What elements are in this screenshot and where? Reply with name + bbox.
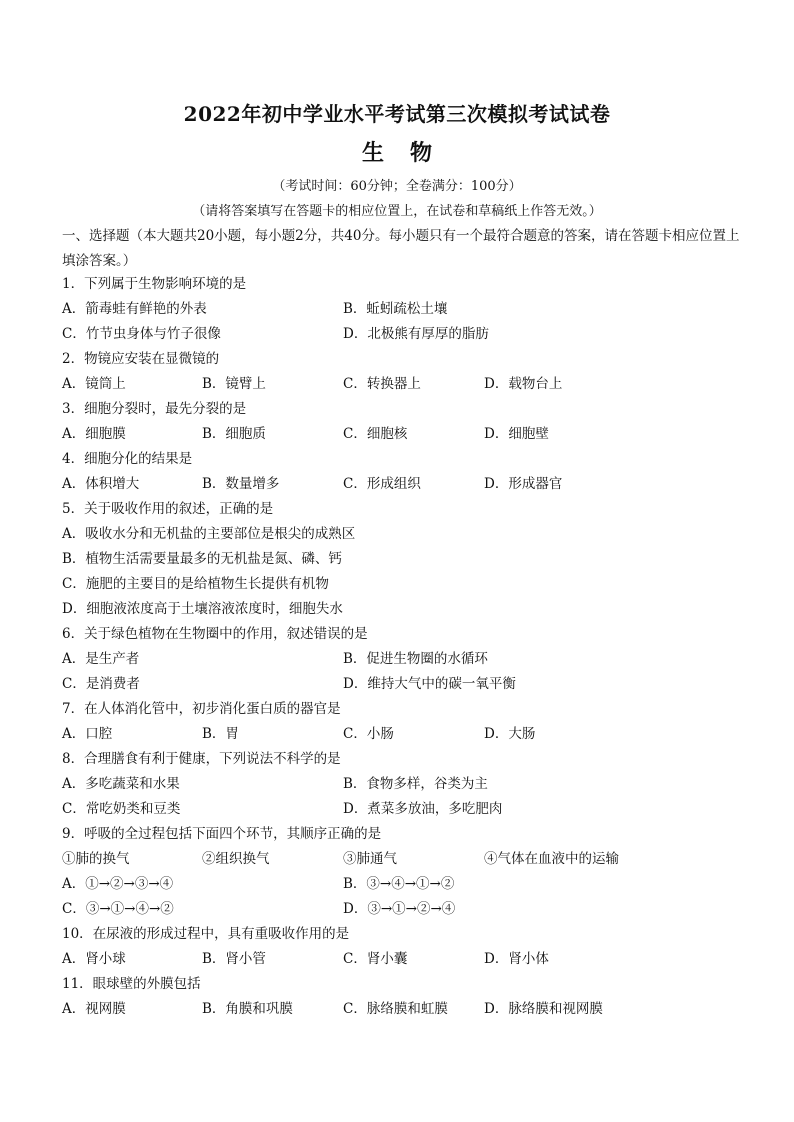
option-row bbox=[62, 297, 762, 322]
option: B．细胞质 bbox=[202, 426, 266, 442]
option-row bbox=[62, 322, 762, 347]
option: B．蚯蚓疏松土壤 bbox=[343, 301, 448, 317]
question-stem: 4．细胞分化的结果是 bbox=[62, 451, 193, 467]
step-item: ①肺的换气 bbox=[62, 851, 130, 867]
option: D．大肠 bbox=[484, 726, 536, 742]
option: C．施肥的主要目的是给植物生长提供有机物 bbox=[62, 576, 329, 592]
option: D．北极熊有厚厚的脂肪 bbox=[343, 326, 489, 342]
option: A．口腔 bbox=[62, 726, 113, 742]
option: B．③→④→①→② bbox=[343, 876, 455, 892]
option-row bbox=[62, 672, 762, 697]
section-heading: 一、选择题（本大题共20小题，每小题2分，共40分。每小题只有一个最符合题意的答案，请在答题卡相应位置上填涂答案。） bbox=[62, 228, 740, 269]
question-stem: 5．关于吸收作用的叙述，正确的是 bbox=[62, 501, 274, 517]
option-row bbox=[62, 797, 762, 822]
exam-title: 2022年初中学业水平考试第三次模拟考试试卷 bbox=[183, 102, 611, 126]
subject-title: 生物 bbox=[361, 140, 458, 166]
step-item: ③肺通气 bbox=[343, 851, 397, 867]
option: D．脉络膜和视网膜 bbox=[484, 1001, 603, 1017]
option: D．形成器官 bbox=[484, 476, 563, 492]
option: C．竹节虫身体与竹子很像 bbox=[62, 326, 221, 342]
option: A．多吃蔬菜和水果 bbox=[62, 776, 180, 792]
option: D．载物台上 bbox=[484, 376, 563, 392]
step-item: ④气体在血液中的运输 bbox=[484, 851, 619, 867]
exam-time-note: （考试时间：60分钟；全卷满分：100分） bbox=[272, 179, 522, 194]
question-stem: 8．合理膳食有利于健康，下列说法不科学的是 bbox=[62, 751, 341, 767]
step-row bbox=[62, 847, 762, 872]
question-list bbox=[62, 272, 762, 1022]
option: C．是消费者 bbox=[62, 676, 140, 692]
question-stem: 7．在人体消化管中，初步消化蛋白质的器官是 bbox=[62, 701, 341, 717]
option-row bbox=[62, 897, 762, 922]
option-row bbox=[62, 872, 762, 897]
option: C．脉络膜和虹膜 bbox=[343, 1001, 448, 1017]
answer-instruction-note: （请将答案填写在答题卡的相应位置上，在试卷和草稿纸上作答无效。） bbox=[192, 204, 602, 219]
option: B．胃 bbox=[202, 726, 239, 742]
option: B．促进生物圈的水循环 bbox=[343, 651, 488, 667]
option: C．形成组织 bbox=[343, 476, 421, 492]
question-stem: 11．眼球壁的外膜包括 bbox=[62, 976, 201, 992]
question-stem: 6．关于绿色植物在生物圈中的作用，叙述错误的是 bbox=[62, 626, 368, 642]
option: B．数量增多 bbox=[202, 476, 280, 492]
option: A．是生产者 bbox=[62, 651, 140, 667]
option-row bbox=[62, 647, 762, 672]
option: D．细胞壁 bbox=[484, 426, 549, 442]
question-stem: 2．物镜应安装在显微镜的 bbox=[62, 351, 220, 367]
option: B．植物生活需要量最多的无机盐是氮、磷、钙 bbox=[62, 551, 342, 567]
option-row bbox=[62, 422, 762, 447]
option: C．转换器上 bbox=[343, 376, 421, 392]
option: D．③→①→②→④ bbox=[343, 901, 456, 917]
option: C．细胞核 bbox=[343, 426, 408, 442]
option: B．肾小管 bbox=[202, 951, 266, 967]
option: C．常吃奶类和豆类 bbox=[62, 801, 181, 817]
option-row bbox=[62, 372, 762, 397]
option: B．角膜和巩膜 bbox=[202, 1001, 293, 1017]
question-stem: 10．在尿液的形成过程中，具有重吸收作用的是 bbox=[62, 926, 350, 942]
option-row bbox=[62, 947, 762, 972]
question-stem: 1．下列属于生物影响环境的是 bbox=[62, 276, 247, 292]
option: C．肾小囊 bbox=[343, 951, 408, 967]
option: D．肾小体 bbox=[484, 951, 549, 967]
option: A．视网膜 bbox=[62, 1001, 126, 1017]
option: D．细胞液浓度高于土壤溶液浓度时，细胞失水 bbox=[62, 601, 343, 617]
option: A．镜筒上 bbox=[62, 376, 126, 392]
option: C．③→①→④→② bbox=[62, 901, 174, 917]
option: D．煮菜多放油，多吃肥肉 bbox=[343, 801, 503, 817]
option-row bbox=[62, 997, 762, 1022]
option: A．体积增大 bbox=[62, 476, 140, 492]
question-stem: 3．细胞分裂时，最先分裂的是 bbox=[62, 401, 247, 417]
option-row bbox=[62, 472, 762, 497]
option: A．箭毒蛙有鲜艳的外表 bbox=[62, 301, 207, 317]
option: A．①→②→③→④ bbox=[62, 876, 174, 892]
question-stem: 9．呼吸的全过程包括下面四个环节，其顺序正确的是 bbox=[62, 826, 382, 842]
option: A．吸收水分和无机盐的主要部位是根尖的成熟区 bbox=[62, 526, 356, 542]
option: B．食物多样，谷类为主 bbox=[343, 776, 488, 792]
option-row bbox=[62, 772, 762, 797]
option: C．小肠 bbox=[343, 726, 394, 742]
option: A．细胞膜 bbox=[62, 426, 126, 442]
option: A．肾小球 bbox=[62, 951, 126, 967]
step-item: ②组织换气 bbox=[202, 851, 270, 867]
option-row bbox=[62, 722, 762, 747]
option: D．维持大气中的碳一氧平衡 bbox=[343, 676, 516, 692]
option: B．镜臂上 bbox=[202, 376, 266, 392]
